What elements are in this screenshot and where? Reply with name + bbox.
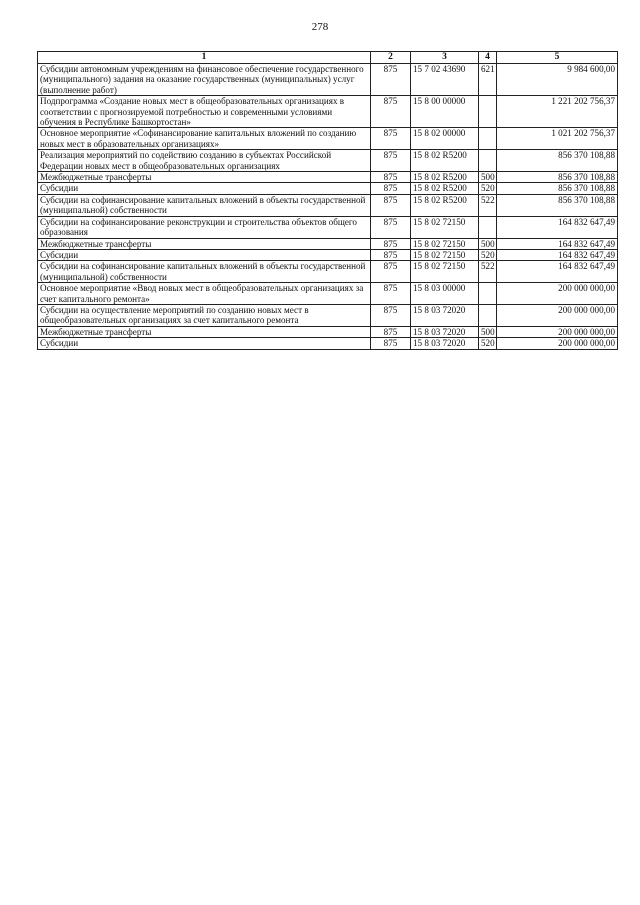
row-name-cell: Субсидии на осуществление мероприятий по созданию новых мест в общеобразовательных организациях за счет капитального ремонта [38,304,371,326]
row-name-cell: Межбюджетные трансферты [38,172,371,183]
row-code-cell: 15 8 02 72150 [411,216,479,238]
column-header-3: 3 [411,52,479,64]
row-amount-cell: 9 984 600,00 [497,64,618,96]
row-amount-cell: 164 832 647,49 [497,249,618,260]
row-name-cell: Межбюджетные трансферты [38,238,371,249]
row-amount-cell: 200 000 000,00 [497,338,618,349]
row-amount-cell: 200 000 000,00 [497,326,618,337]
row-col2-cell: 875 [371,96,411,128]
column-header-5: 5 [497,52,618,64]
row-col4-cell [479,283,497,305]
row-col4-cell [479,96,497,128]
row-col2-cell: 875 [371,261,411,283]
table-row [38,183,618,194]
row-amount-cell: 164 832 647,49 [497,216,618,238]
row-col4-cell: 500 [479,238,497,249]
row-amount-cell: 164 832 647,49 [497,261,618,283]
table-row [38,249,618,260]
row-col4-cell: 500 [479,172,497,183]
row-code-cell: 15 8 03 72020 [411,338,479,349]
row-name-cell: Межбюджетные трансферты [38,326,371,337]
row-amount-cell: 164 832 647,49 [497,238,618,249]
row-code-cell: 15 8 02 00000 [411,128,479,150]
row-amount-cell: 1 021 202 756,37 [497,128,618,150]
row-name-cell: Подпрограмма «Создание новых мест в общеобразовательных организациях в соответствии с прогнозируемой потребностью и современными условиями обучения в Республике Башкортостан» [38,96,371,128]
row-col2-cell: 875 [371,128,411,150]
row-col2-cell: 875 [371,150,411,172]
row-code-cell: 15 8 02 72150 [411,261,479,283]
row-name-cell: Субсидии [38,183,371,194]
row-code-cell: 15 8 02 R5200 [411,183,479,194]
page-number: 278 [311,21,329,33]
row-col2-cell: 875 [371,64,411,96]
row-col4-cell: 520 [479,183,497,194]
row-code-cell: 15 8 02 R5200 [411,194,479,216]
row-col2-cell: 875 [371,326,411,337]
row-code-cell: 15 8 00 00000 [411,96,479,128]
row-name-cell: Реализация мероприятий по содействию созданию в субъектах Российской Федерации новых мест в общеобразовательных организациях [38,150,371,172]
row-code-cell: 15 8 03 72020 [411,326,479,337]
row-col2-cell: 875 [371,172,411,183]
column-header-4: 4 [479,52,497,64]
table-row [38,150,618,172]
row-code-cell: 15 8 02 72150 [411,249,479,260]
row-col4-cell [479,150,497,172]
row-amount-cell: 200 000 000,00 [497,304,618,326]
table-row [38,283,618,305]
table-row [38,64,618,96]
row-col2-cell: 875 [371,238,411,249]
row-code-cell: 15 8 02 R5200 [411,150,479,172]
row-col2-cell: 875 [371,216,411,238]
row-name-cell: Основное мероприятие «Ввод новых мест в общеобразовательных организациях за счет капитального ремонта» [38,283,371,305]
row-col2-cell: 875 [371,304,411,326]
row-col2-cell: 875 [371,338,411,349]
row-amount-cell: 856 370 108,88 [497,150,618,172]
table-row [38,326,618,337]
row-amount-cell: 1 221 202 756,37 [497,96,618,128]
table-row [38,128,618,150]
table-row [38,216,618,238]
table-row [38,338,618,349]
row-col4-cell: 520 [479,249,497,260]
table-row [38,238,618,249]
row-name-cell: Субсидии [38,249,371,260]
table-row [38,194,618,216]
table-row [38,96,618,128]
row-col4-cell [479,304,497,326]
row-col4-cell [479,128,497,150]
row-name-cell: Субсидии на софинансирование реконструкции и строительства объектов общего образования [38,216,371,238]
row-col4-cell: 522 [479,194,497,216]
row-code-cell: 15 8 02 R5200 [411,172,479,183]
table-row [38,172,618,183]
row-code-cell: 15 8 03 72020 [411,304,479,326]
row-col4-cell [479,216,497,238]
row-col2-cell: 875 [371,194,411,216]
column-header-1: 1 [38,52,371,64]
row-code-cell: 15 8 03 00000 [411,283,479,305]
row-name-cell: Субсидии [38,338,371,349]
row-col2-cell: 875 [371,183,411,194]
row-col4-cell: 520 [479,338,497,349]
row-col4-cell: 522 [479,261,497,283]
row-name-cell: Основное мероприятие «Софинансирование капитальных вложений по созданию новых мест в образовательных организациях» [38,128,371,150]
table-body [38,64,618,350]
row-name-cell: Субсидии на софинансирование капитальных вложений в объекты государственной (муниципальной) собственности [38,194,371,216]
row-name-cell: Субсидии на софинансирование капитальных вложений в объекты государственной (муниципальной) собственности [38,261,371,283]
row-amount-cell: 856 370 108,88 [497,183,618,194]
table-header-row [38,52,618,64]
column-header-2: 2 [371,52,411,64]
row-amount-cell: 856 370 108,88 [497,172,618,183]
row-name-cell: Субсидии автономным учреждениям на финансовое обеспечение государственного (муниципального) задания на оказание государственных (муниципальных) услуг (выполнение работ) [38,64,371,96]
table-row [38,304,618,326]
row-code-cell: 15 8 02 72150 [411,238,479,249]
row-col2-cell: 875 [371,249,411,260]
budget-table [37,51,618,350]
row-col4-cell: 500 [479,326,497,337]
row-col4-cell: 621 [479,64,497,96]
row-amount-cell: 856 370 108,88 [497,194,618,216]
row-col2-cell: 875 [371,283,411,305]
row-code-cell: 15 7 02 43690 [411,64,479,96]
table-row [38,261,618,283]
row-amount-cell: 200 000 000,00 [497,283,618,305]
